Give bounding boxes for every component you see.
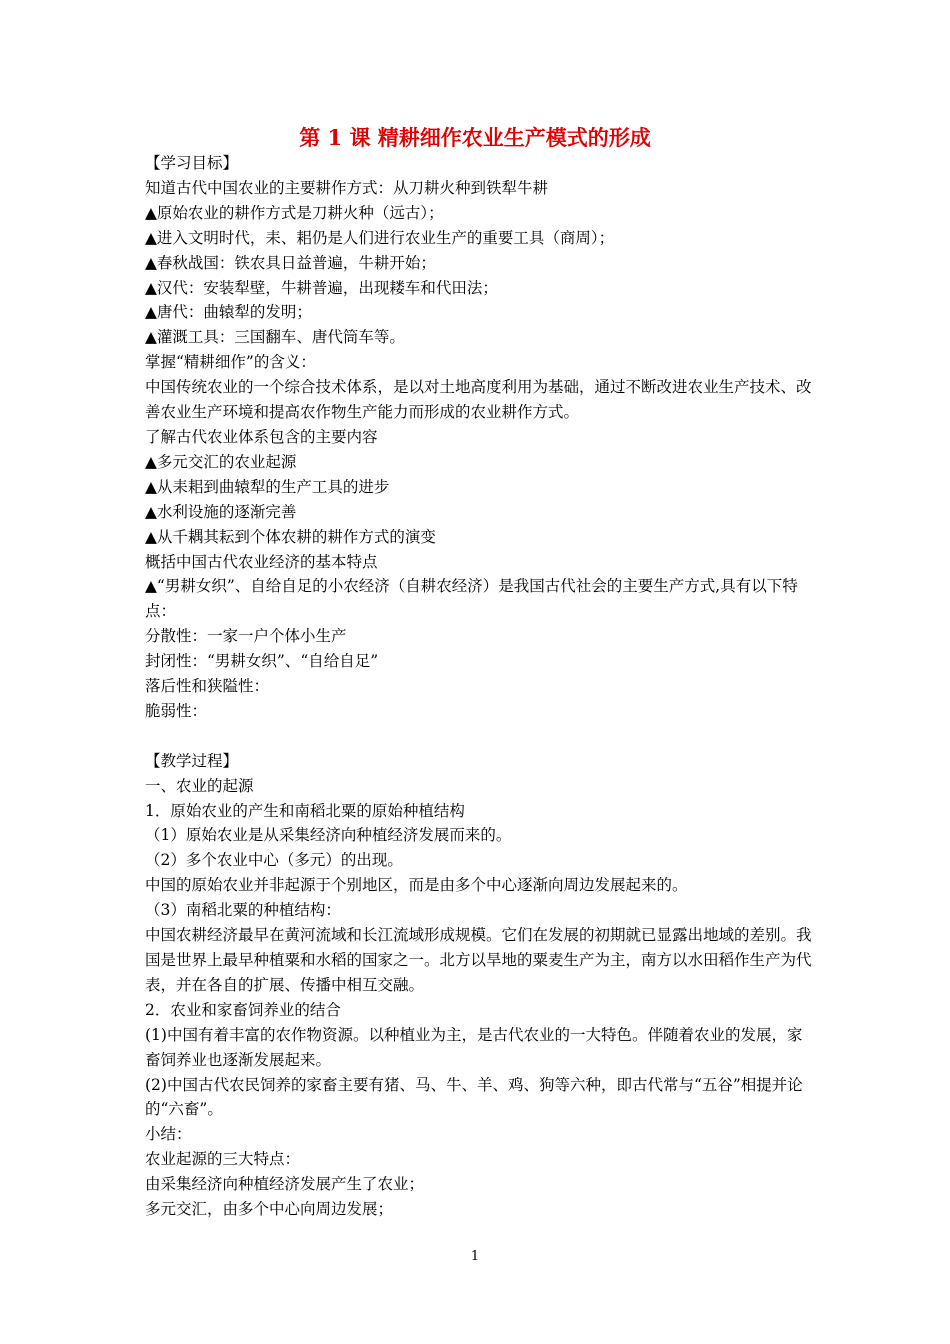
text-line: ▲灌溉工具：三国翻车、唐代筒车等。 xyxy=(145,328,405,347)
text-line: 多元交汇，由多个中心向周边发展； xyxy=(145,1200,394,1219)
lesson-title: 第 1 课 精耕细作农业生产模式的形成 xyxy=(299,125,651,150)
text-line: ▲从耒耜到曲辕犁的生产工具的进步 xyxy=(145,477,390,496)
text-line: 由采集经济向种植经济发展产生了农业； xyxy=(145,1175,425,1194)
blank-line xyxy=(145,724,815,749)
text-line: ▲汉代：安装犁壁，牛耕普遍，出现耧车和代田法； xyxy=(145,278,498,297)
text-line: 掌握“精耕细作”的含义： xyxy=(145,353,316,372)
text-line: 落后性和狭隘性： xyxy=(145,677,270,696)
text-line: 农业起源的三大特点： xyxy=(145,1150,301,1169)
lesson-body xyxy=(145,151,815,1222)
text-line: 概括中国古代农业经济的基本特点 xyxy=(145,552,378,571)
text-line: 了解古代农业体系包含的主要内容 xyxy=(145,427,378,446)
text-line: （1）原始农业是从采集经济向种植经济发展而来的。 xyxy=(145,826,512,845)
text-line: ▲水利设施的逐渐完善 xyxy=(145,502,297,521)
text-line: ▲“男耕女织”、自给自足的小农经济（自耕农经济）是我国古代社会的主要生产方式,具有以下特点： xyxy=(145,577,798,621)
page-number: 1 xyxy=(470,1249,480,1264)
text-line: ▲唐代：曲辕犁的发明； xyxy=(145,303,312,322)
text-line: 脆弱性： xyxy=(145,701,208,720)
text-line: 小结： xyxy=(145,1125,192,1144)
text-line: （2）多个农业中心（多元）的出现。 xyxy=(145,851,403,870)
text-line: 分散性：一家一户个体小生产 xyxy=(145,627,347,646)
text-line: 2．农业和家畜饲养业的结合 xyxy=(145,1000,341,1019)
text-line: 知道古代中国农业的主要耕作方式：从刀耕火种到铁犁牛耕 xyxy=(145,178,549,197)
text-line: 1．原始农业的产生和南稻北粟的原始种植结构 xyxy=(145,801,465,820)
text-line: （3）南稻北粟的种植结构： xyxy=(145,901,341,920)
text-line: 一、农业的起源 xyxy=(145,776,254,795)
text-line: 【教学过程】 xyxy=(145,751,239,770)
text-line: ▲从千耦其耘到个体农耕的耕作方式的演变 xyxy=(145,527,436,546)
text-line: ▲春秋战国：铁农具日益普遍，牛耕开始； xyxy=(145,253,436,272)
text-line: ▲进入文明时代，耒、耜仍是人们进行农业生产的重要工具（商周）； xyxy=(145,228,615,247)
text-line: ▲多元交汇的农业起源 xyxy=(145,452,297,471)
text-line: 中国的原始农业并非起源于个别地区，而是由多个中心逐渐向周边发展起来的。 xyxy=(145,876,688,895)
text-line: (2)中国古代农民饲养的家畜主要有猪、马、牛、羊、鸡、狗等六种，即古代常与“五谷”相提并论的“六畜”。 xyxy=(145,1075,803,1119)
text-line: 中国农耕经济最早在黄河流域和长江流域形成规模。它们在发展的初期就已显露出地域的差别。我国是世界上最早种植粟和水稻的国家之一。北方以旱地的粟麦生产为主，南方以水田稻作生产为代表，并在各自的扩展、传播中相互交融。 xyxy=(145,926,812,994)
text-line: ▲原始农业的耕作方式是刀耕火种（远古）； xyxy=(145,203,444,222)
text-line: (1)中国有着丰富的农作物资源。以种植业为主，是古代农业的一大特色。伴随着农业的发展，家畜饲养业也逐渐发展起来。 xyxy=(145,1025,803,1069)
text-line: 封闭性：“男耕女织”、“自给自足” xyxy=(145,652,379,671)
text-line: 【学习目标】 xyxy=(145,154,239,172)
text-line: 中国传统农业的一个综合技术体系，是以对土地高度利用为基础，通过不断改进农业生产技术、改善农业生产环境和提高农作物生产能力而形成的农业耕作方式。 xyxy=(145,378,812,422)
